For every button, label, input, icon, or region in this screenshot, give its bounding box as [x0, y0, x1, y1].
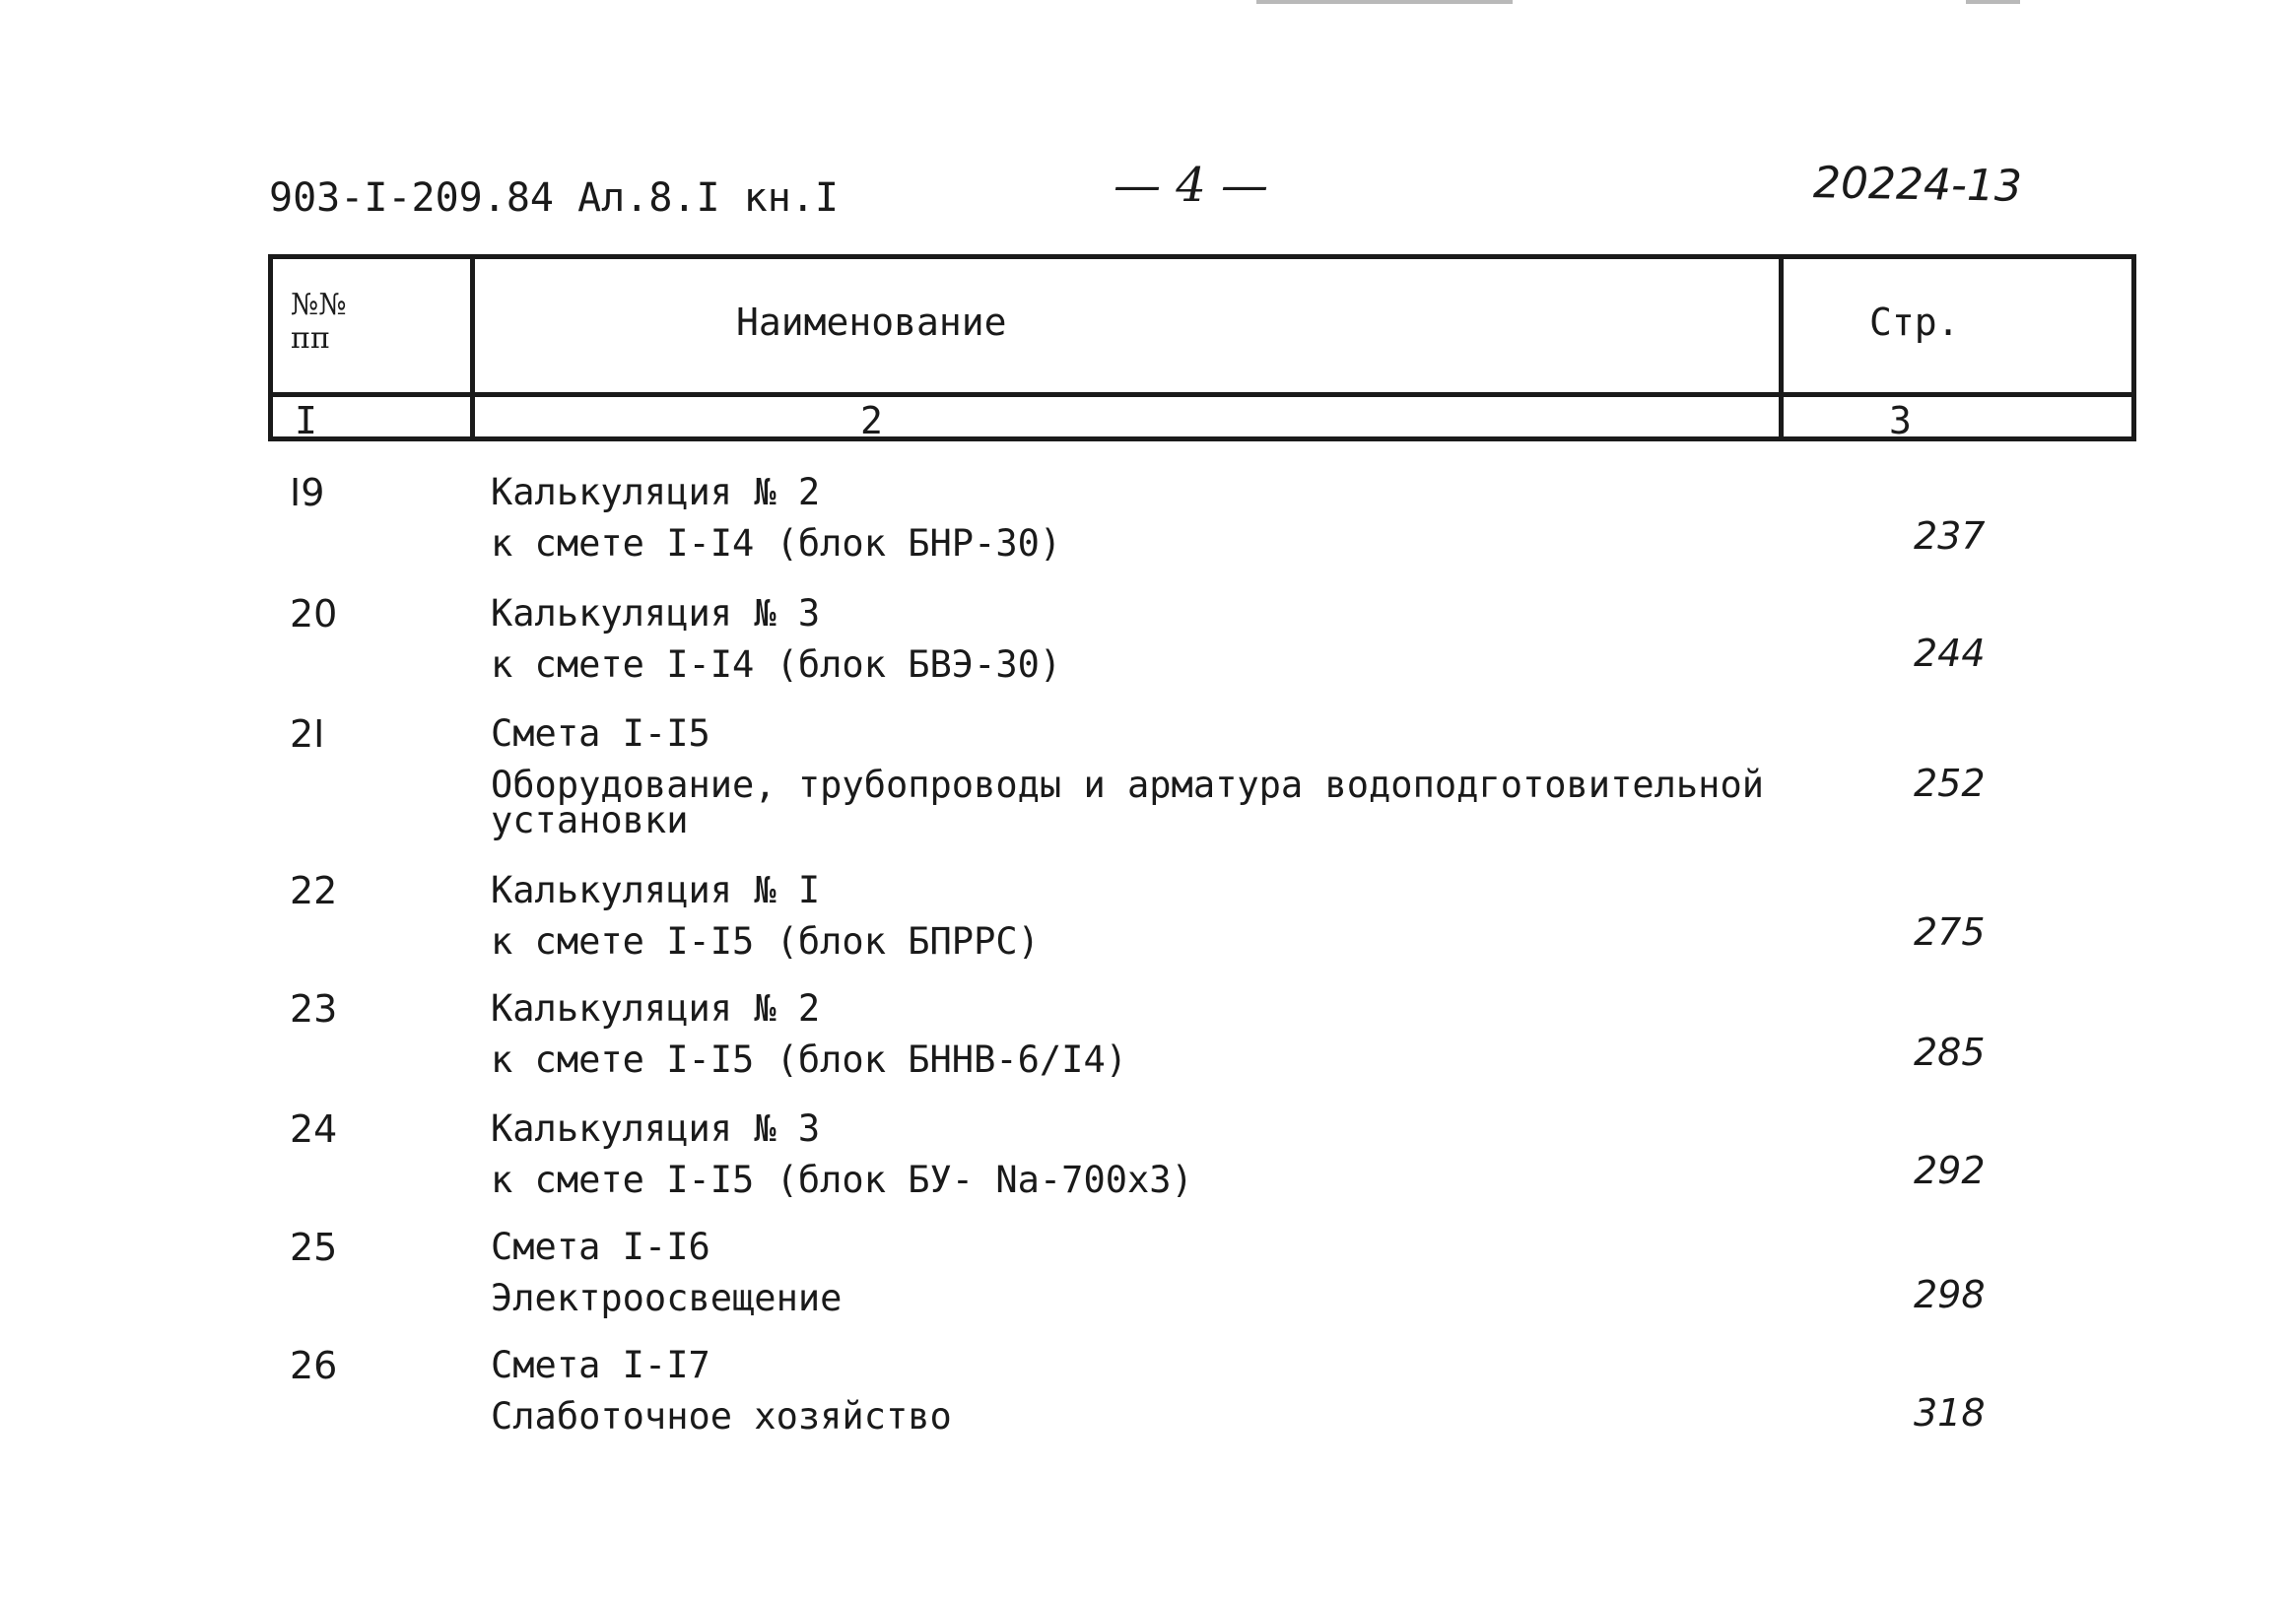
archive-number: 20224-13 — [1812, 158, 2023, 212]
column-index-2: 2 — [860, 399, 883, 442]
row-description: к смете I-I4 (блок БВЭ-30) — [491, 643, 1062, 686]
row-title: Смета I-I6 — [491, 1226, 710, 1268]
row-title: Калькуляция № 3 — [491, 1107, 821, 1150]
row-page: 318 — [1914, 1391, 1986, 1435]
row-page: 237 — [1914, 514, 1986, 558]
row-number: I9 — [290, 471, 325, 514]
row-page: 292 — [1914, 1149, 1986, 1192]
column-index-1: I — [295, 399, 317, 442]
column-divider — [1779, 259, 1784, 436]
row-title: Калькуляция № 2 — [491, 471, 821, 513]
column-divider — [470, 259, 475, 436]
row-title: Калькуляция № 2 — [491, 987, 821, 1030]
row-description: к смете I-I5 (блок БННВ-6/I4) — [491, 1038, 1128, 1081]
row-description-continued: установки — [491, 799, 689, 841]
row-number: 23 — [290, 987, 338, 1031]
row-title: Смета I-I7 — [491, 1344, 710, 1386]
row-page: 285 — [1914, 1031, 1986, 1074]
row-description: к смете I-I5 (блок БУ- Nа-700х3) — [491, 1159, 1193, 1201]
row-description: Слаботочное хозяйство — [491, 1395, 952, 1438]
row-number: 2I — [290, 712, 325, 756]
row-page: 275 — [1914, 910, 1986, 954]
header-divider — [273, 392, 2131, 397]
column-header-number-line2: пп — [291, 321, 330, 356]
row-title: Калькуляция № 3 — [491, 592, 821, 635]
row-title: Смета I-I5 — [491, 712, 710, 755]
row-description: Электроосвещение — [491, 1277, 843, 1319]
row-number: 24 — [290, 1107, 338, 1151]
scan-mark — [1256, 0, 1513, 4]
row-description: к смете I-I5 (блок БПРРС) — [491, 920, 1040, 963]
row-title: Калькуляция № I — [491, 869, 821, 911]
table-header — [268, 254, 2136, 441]
column-header-page: Стр. — [1869, 301, 1960, 344]
column-index-3: 3 — [1889, 399, 1912, 442]
row-number: 25 — [290, 1226, 338, 1269]
row-description: Оборудование, трубопроводы и арматура водоподготовительной — [491, 764, 1765, 806]
row-page: 252 — [1914, 762, 1986, 805]
row-description: к смете I-I4 (блок БНР-30) — [491, 522, 1062, 565]
row-number: 20 — [290, 592, 338, 636]
scan-mark — [1966, 0, 2020, 4]
column-header-number — [291, 289, 347, 356]
column-header-number-line1: №№ — [291, 288, 347, 322]
document-code: 903-I-209.84 Ал.8.I кн.I — [269, 175, 839, 221]
row-page: 298 — [1914, 1273, 1986, 1316]
row-number: 26 — [290, 1344, 338, 1387]
page-number: — 4 — — [1114, 158, 1269, 213]
row-page: 244 — [1914, 632, 1986, 675]
column-header-name: Наименование — [736, 301, 1007, 344]
row-number: 22 — [290, 869, 338, 912]
